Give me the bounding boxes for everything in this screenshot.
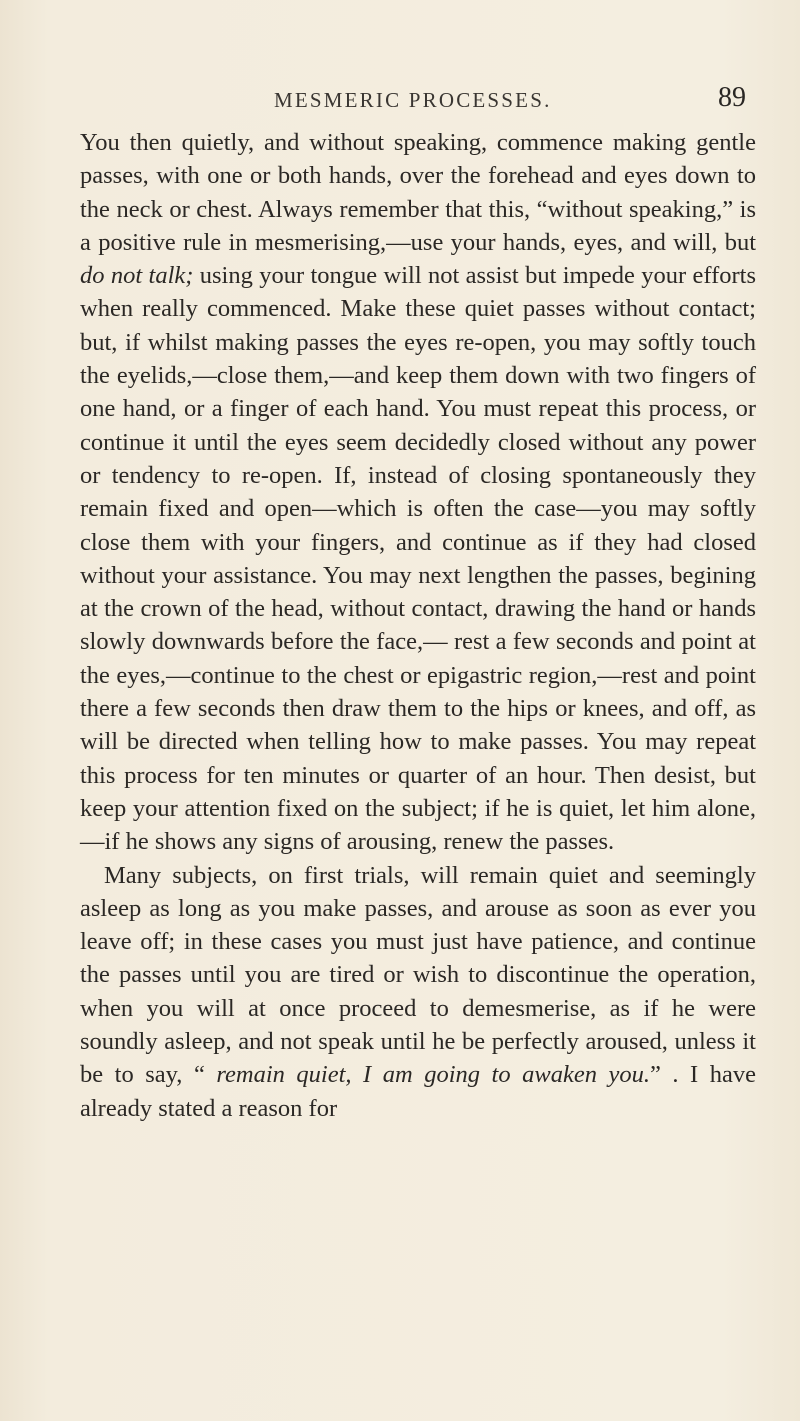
paragraph-1: [80, 126, 756, 859]
text-segment: using your tongue will not assist but impede your efforts when really commenced. Make these quiet passes without contact; but, if whilst making passes the eyes re-open, you may softly touch the eyelids,—close them,—and keep them down with two fingers of one hand, or a finger of each hand. You must repeat this process, or continue it until the eyes seem decidedly closed without any power or tendency to re-open. If, instead of closing spontaneously they remain fixed and open—which is often the case—you may softly close them with your fingers, and continue as if they had closed without your assistance. You may next lengthen the passes, begining at the crown of the head, without contact, drawing the hand or hands slowly downwards before the face,— rest a few seconds and point at the eyes,—continue to the chest or epigastric region,—rest and point there a few seconds then draw them to the hips or knees, and off, as will be directed when telling how to make passes. You may repeat this process for ten minutes or quarter of an hour. Then desist, but keep your attention fixed on the subject; if he is quiet, let him alone,—if he shows any signs of arousing, renew the passes.: [80, 262, 756, 856]
text-segment: You then quietly, and without speaking, commence making gentle passes, with one or both hands, over the forehead and eyes down to the neck or chest. Always remember that this, “without speaking,” is a positive rule in mesmerising,—use your hands, eyes, and will, but: [80, 129, 756, 256]
page-number: 89: [718, 82, 746, 113]
italic-segment: remain quiet, I am going to awaken you.: [216, 1061, 650, 1089]
italic-segment: do not talk;: [80, 262, 194, 290]
running-head: MESMERIC PROCESSES.: [274, 88, 552, 112]
body-text: [80, 126, 756, 1125]
page-header: [0, 82, 800, 122]
paragraph-2: [80, 859, 756, 1125]
text-segment: ” . I have already stated a reason for: [80, 1061, 756, 1122]
text-segment: Many subjects, on first trials, will remain quiet and seemingly asleep as long as you make passes, and arouse as soon as ever you leave off; in these cases you must just have patience, and continue the passes until you are tired or wish to discontinue the operation, when you will at once proceed to demesmerise, as if he were soundly asleep, and not speak until he be perfectly aroused, unless it be to say, “: [80, 861, 756, 1089]
